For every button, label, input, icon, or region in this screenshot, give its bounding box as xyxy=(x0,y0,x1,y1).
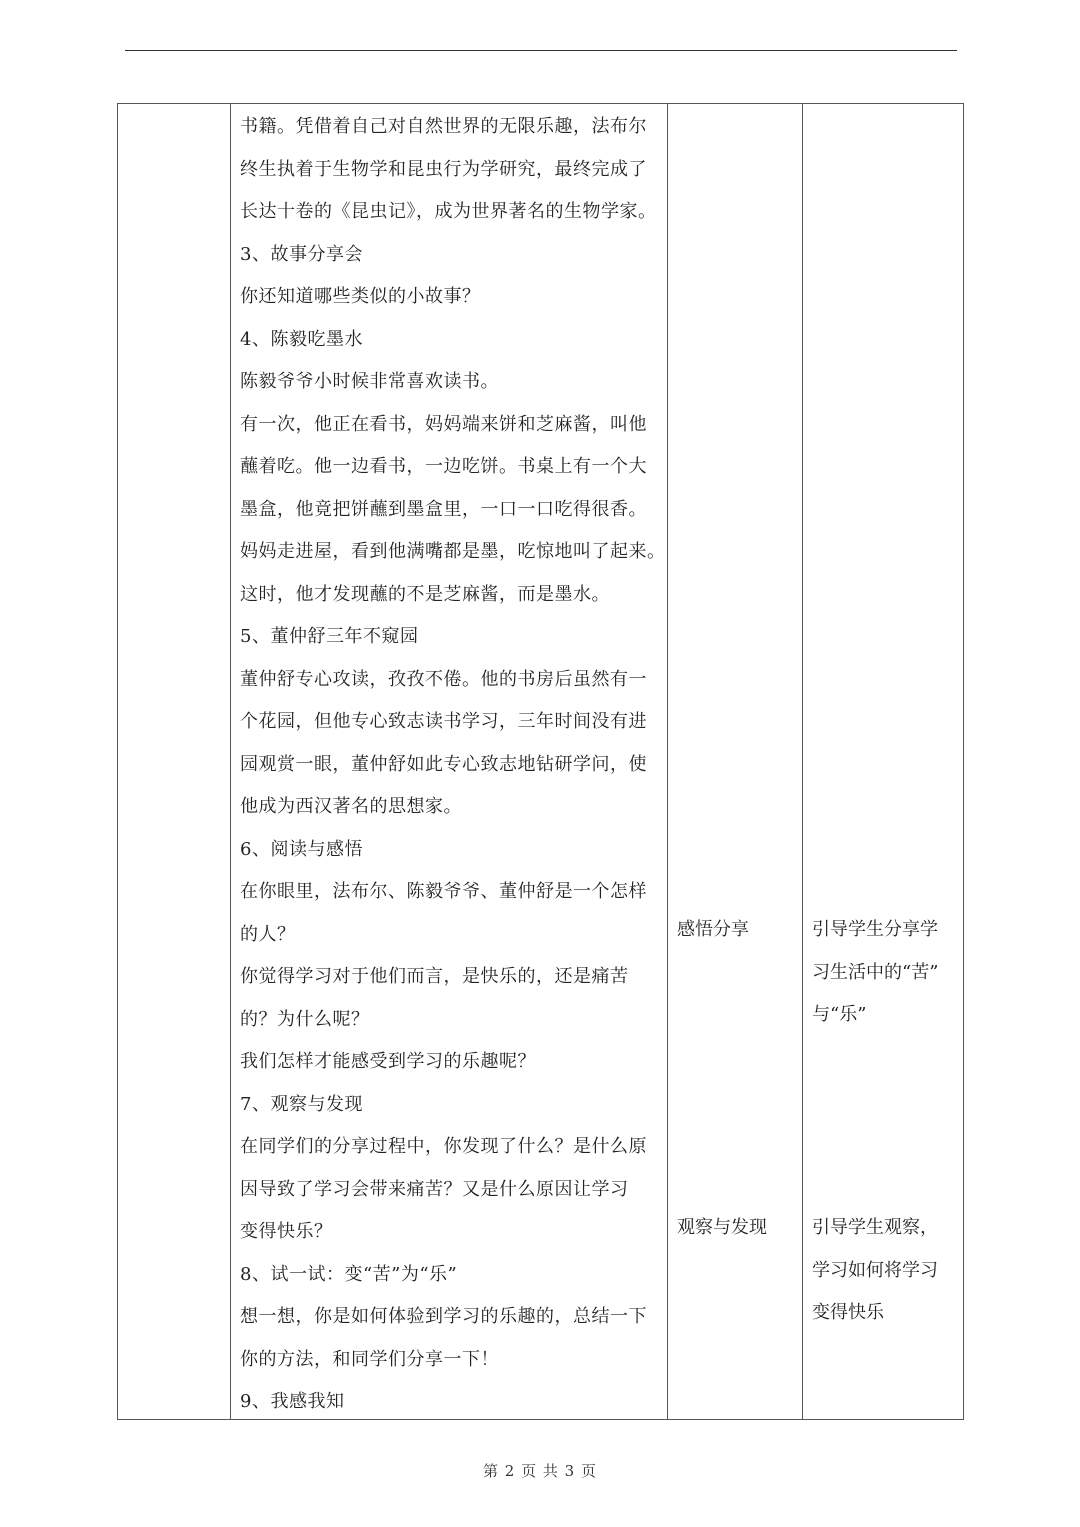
content-line: 陈毅爷爷小时候非常喜欢读书。 xyxy=(240,371,499,392)
header-rule xyxy=(125,50,957,51)
section-heading: 6、阅读与感悟 xyxy=(240,838,363,860)
section-heading: 3、故事分享会 xyxy=(240,243,363,265)
content-line: 你的方法，和同学们分享一下！ xyxy=(240,1348,499,1370)
intent-line: 习生活中的“苦” xyxy=(812,961,939,983)
intent-line: 学习如何将学习 xyxy=(812,1259,938,1281)
content-line: 因导致了学习会带来痛苦？又是什么原因让学习 xyxy=(240,1178,629,1200)
content-line: 墨盒，他竟把饼蘸到墨盒里，一口一口吃得很香。 xyxy=(240,498,647,520)
intent-line: 引导学生分享学 xyxy=(812,919,938,940)
teaching-content xyxy=(240,106,666,1424)
content-line: 变得快乐？ xyxy=(240,1221,333,1242)
content-line: 他成为西汉著名的思想家。 xyxy=(240,796,462,817)
content-line: 园观赏一眼，董仲舒如此专心致志地钻研学问，使 xyxy=(240,753,647,775)
content-line: 我们怎样才能感受到学习的乐趣呢？ xyxy=(240,1051,536,1072)
content-line: 妈妈走进屋，看到他满嘴都是墨，吃惊地叫了起来。 xyxy=(240,541,666,562)
section-heading: 9、我感我知 xyxy=(240,1391,345,1412)
content-line: 的？为什么呢？ xyxy=(240,1008,370,1030)
section-heading: 8、试一试：变“苦”为“乐” xyxy=(240,1263,458,1285)
intent-line: 引导学生观察， xyxy=(812,1217,938,1238)
content-line: 你还知道哪些类似的小故事？ xyxy=(240,286,481,307)
column-divider xyxy=(667,104,668,1419)
section-heading: 4、陈毅吃墨水 xyxy=(240,328,363,350)
content-line: 个花园，但他专心致志读书学习，三年时间没有进 xyxy=(240,711,647,732)
section-heading: 7、观察与发现 xyxy=(240,1093,363,1115)
content-line: 的人？ xyxy=(240,923,296,945)
activity-cell-reflection xyxy=(677,909,797,952)
content-line: 长达十卷的《昆虫记》，成为世界著名的生物学家。 xyxy=(240,201,657,222)
content-line: 在同学们的分享过程中，你发现了什么？是什么原 xyxy=(240,1136,647,1157)
content-line: 蘸着吃。他一边看书，一边吃饼。书桌上有一个大 xyxy=(240,456,647,477)
content-line: 想一想，你是如何体验到学习的乐趣的，总结一下 xyxy=(240,1306,647,1327)
content-line: 你觉得学习对于他们而言，是快乐的，还是痛苦 xyxy=(240,966,629,987)
intent-line: 与“乐” xyxy=(812,1004,867,1025)
content-line: 董仲舒专心攻读，孜孜不倦。他的书房后虽然有一 xyxy=(240,668,647,690)
intent-cell-observation xyxy=(812,1207,960,1335)
activity-cell-observation xyxy=(677,1207,797,1250)
content-line: 书籍。凭借着自己对自然世界的无限乐趣，法布尔 xyxy=(240,116,647,137)
section-heading: 5、董仲舒三年不窥园 xyxy=(240,626,419,647)
column-divider xyxy=(230,104,231,1419)
intent-line: 变得快乐 xyxy=(812,1302,884,1323)
content-line: 在你眼里，法布尔、陈毅爷爷、董仲舒是一个怎样 xyxy=(240,881,647,902)
column-divider xyxy=(802,104,803,1419)
activity-label: 观察与发现 xyxy=(677,1217,767,1238)
intent-cell-reflection xyxy=(812,909,960,1037)
content-line: 终生执着于生物学和昆虫行为学研究，最终完成了 xyxy=(240,158,647,180)
content-line: 这时，他才发现蘸的不是芝麻酱，而是墨水。 xyxy=(240,583,610,605)
content-line: 有一次，他正在看书，妈妈端来饼和芝麻酱，叫他 xyxy=(240,413,647,435)
activity-label: 感悟分享 xyxy=(677,919,749,940)
page-number: 第 2 页 共 3 页 xyxy=(483,1462,597,1480)
